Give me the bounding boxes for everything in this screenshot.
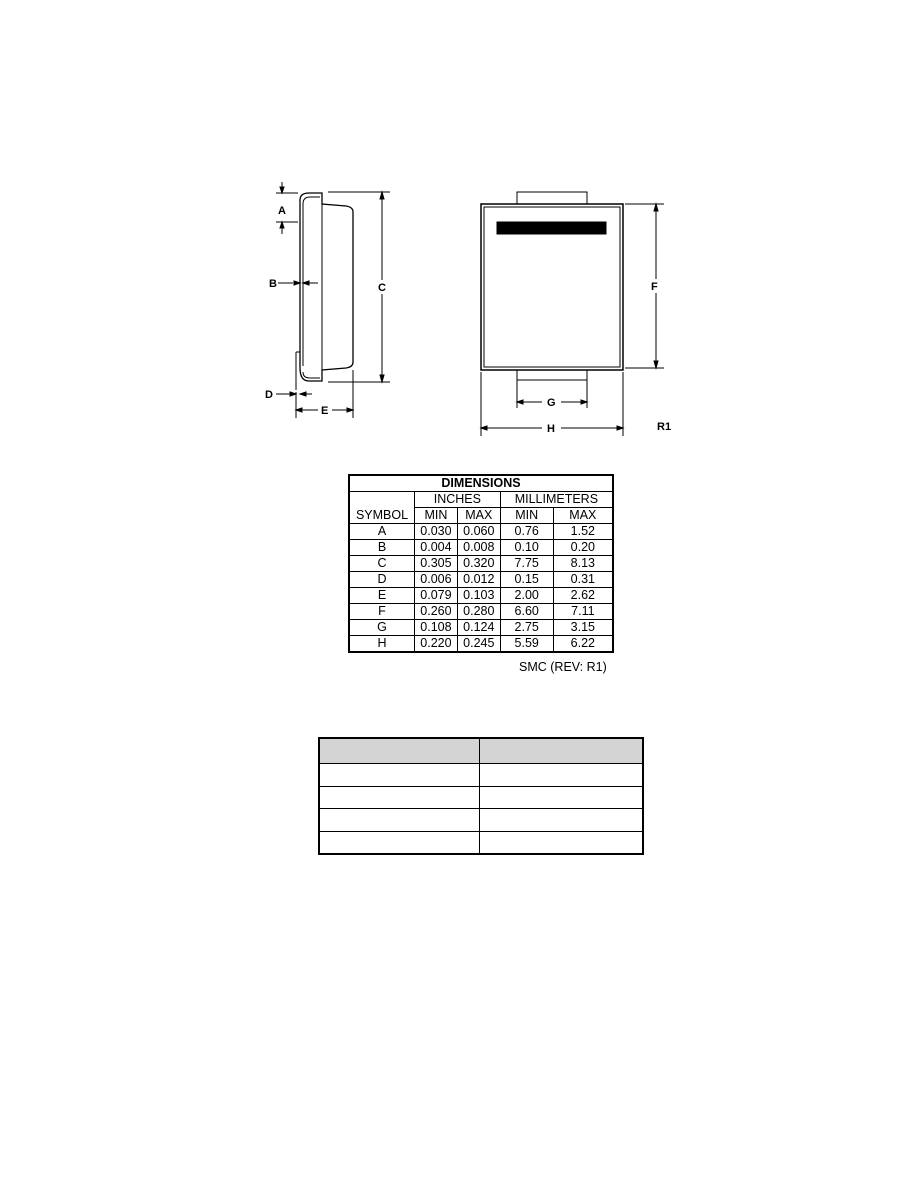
dimensions-table [348, 474, 614, 653]
dim-label-f: F [651, 281, 658, 293]
blank-table-row [319, 809, 643, 832]
table-title: DIMENSIONS [349, 475, 613, 492]
symbol-cell: F [349, 604, 415, 620]
inches-min-cell: 0.108 [415, 620, 458, 636]
symbol-cell: D [349, 572, 415, 588]
package-outline-drawing [0, 0, 918, 470]
revision-mark: R1 [657, 421, 672, 433]
table-row [349, 604, 613, 620]
mm-min-cell: 5.59 [500, 636, 553, 653]
inches-max-header: MAX [457, 508, 500, 524]
inches-max-cell: 0.245 [457, 636, 500, 653]
mm-max-cell: 1.52 [553, 524, 613, 540]
table-row [349, 556, 613, 572]
revision-caption: SMC (REV: R1) [519, 660, 607, 674]
mm-min-cell: 2.75 [500, 620, 553, 636]
mm-min-cell: 2.00 [500, 588, 553, 604]
symbol-cell: C [349, 556, 415, 572]
dim-label-c: C [378, 282, 386, 294]
blank-table-row [319, 764, 643, 787]
inches-header: INCHES [415, 492, 501, 508]
blank-header-cell [319, 738, 480, 764]
inches-min-header: MIN [415, 508, 458, 524]
mm-max-cell: 8.13 [553, 556, 613, 572]
inches-max-cell: 0.320 [457, 556, 500, 572]
dim-label-a: A [278, 205, 286, 217]
mm-max-cell: 0.31 [553, 572, 613, 588]
dim-label-b: B [269, 278, 277, 290]
blank-cell [319, 786, 480, 809]
symbol-cell: G [349, 620, 415, 636]
mm-max-header: MAX [553, 508, 613, 524]
table-row [349, 524, 613, 540]
blank-table-row [319, 786, 643, 809]
table-row [349, 588, 613, 604]
dim-label-g: G [547, 397, 556, 409]
dim-label-e: E [321, 405, 329, 417]
table-row [349, 572, 613, 588]
symbol-cell: A [349, 524, 415, 540]
inches-min-cell: 0.260 [415, 604, 458, 620]
inches-min-cell: 0.030 [415, 524, 458, 540]
mm-min-cell: 6.60 [500, 604, 553, 620]
blank-cell [480, 809, 644, 832]
inches-min-cell: 0.220 [415, 636, 458, 653]
mm-max-cell: 7.11 [553, 604, 613, 620]
dim-label-h: H [547, 423, 555, 435]
mm-min-cell: 0.76 [500, 524, 553, 540]
inches-min-cell: 0.004 [415, 540, 458, 556]
inches-max-cell: 0.060 [457, 524, 500, 540]
table-row [349, 620, 613, 636]
blank-table-header-row [319, 738, 643, 764]
blank-header-cell [480, 738, 644, 764]
millimeters-header: MILLIMETERS [500, 492, 613, 508]
inches-max-cell: 0.280 [457, 604, 500, 620]
blank-cell [480, 764, 644, 787]
inches-max-cell: 0.103 [457, 588, 500, 604]
symbol-cell: E [349, 588, 415, 604]
symbol-cell: H [349, 636, 415, 653]
dim-label-d: D [265, 389, 273, 401]
symbol-header: SYMBOL [349, 492, 415, 524]
table-row [349, 636, 613, 653]
inches-max-cell: 0.008 [457, 540, 500, 556]
mm-max-cell: 3.15 [553, 620, 613, 636]
blank-table-row [319, 831, 643, 854]
mm-min-cell: 7.75 [500, 556, 553, 572]
blank-cell [319, 809, 480, 832]
blank-table [318, 737, 644, 855]
inches-max-cell: 0.012 [457, 572, 500, 588]
top-view [481, 192, 664, 436]
blank-cell [480, 786, 644, 809]
inches-min-cell: 0.006 [415, 572, 458, 588]
mm-min-header: MIN [500, 508, 553, 524]
symbol-cell: B [349, 540, 415, 556]
inches-max-cell: 0.124 [457, 620, 500, 636]
blank-cell [480, 831, 644, 854]
blank-cell [319, 831, 480, 854]
side-view [276, 182, 390, 418]
mm-min-cell: 0.10 [500, 540, 553, 556]
mm-max-cell: 2.62 [553, 588, 613, 604]
mm-max-cell: 0.20 [553, 540, 613, 556]
inches-min-cell: 0.305 [415, 556, 458, 572]
table-row [349, 540, 613, 556]
inches-min-cell: 0.079 [415, 588, 458, 604]
mm-max-cell: 6.22 [553, 636, 613, 653]
mm-min-cell: 0.15 [500, 572, 553, 588]
blank-cell [319, 764, 480, 787]
